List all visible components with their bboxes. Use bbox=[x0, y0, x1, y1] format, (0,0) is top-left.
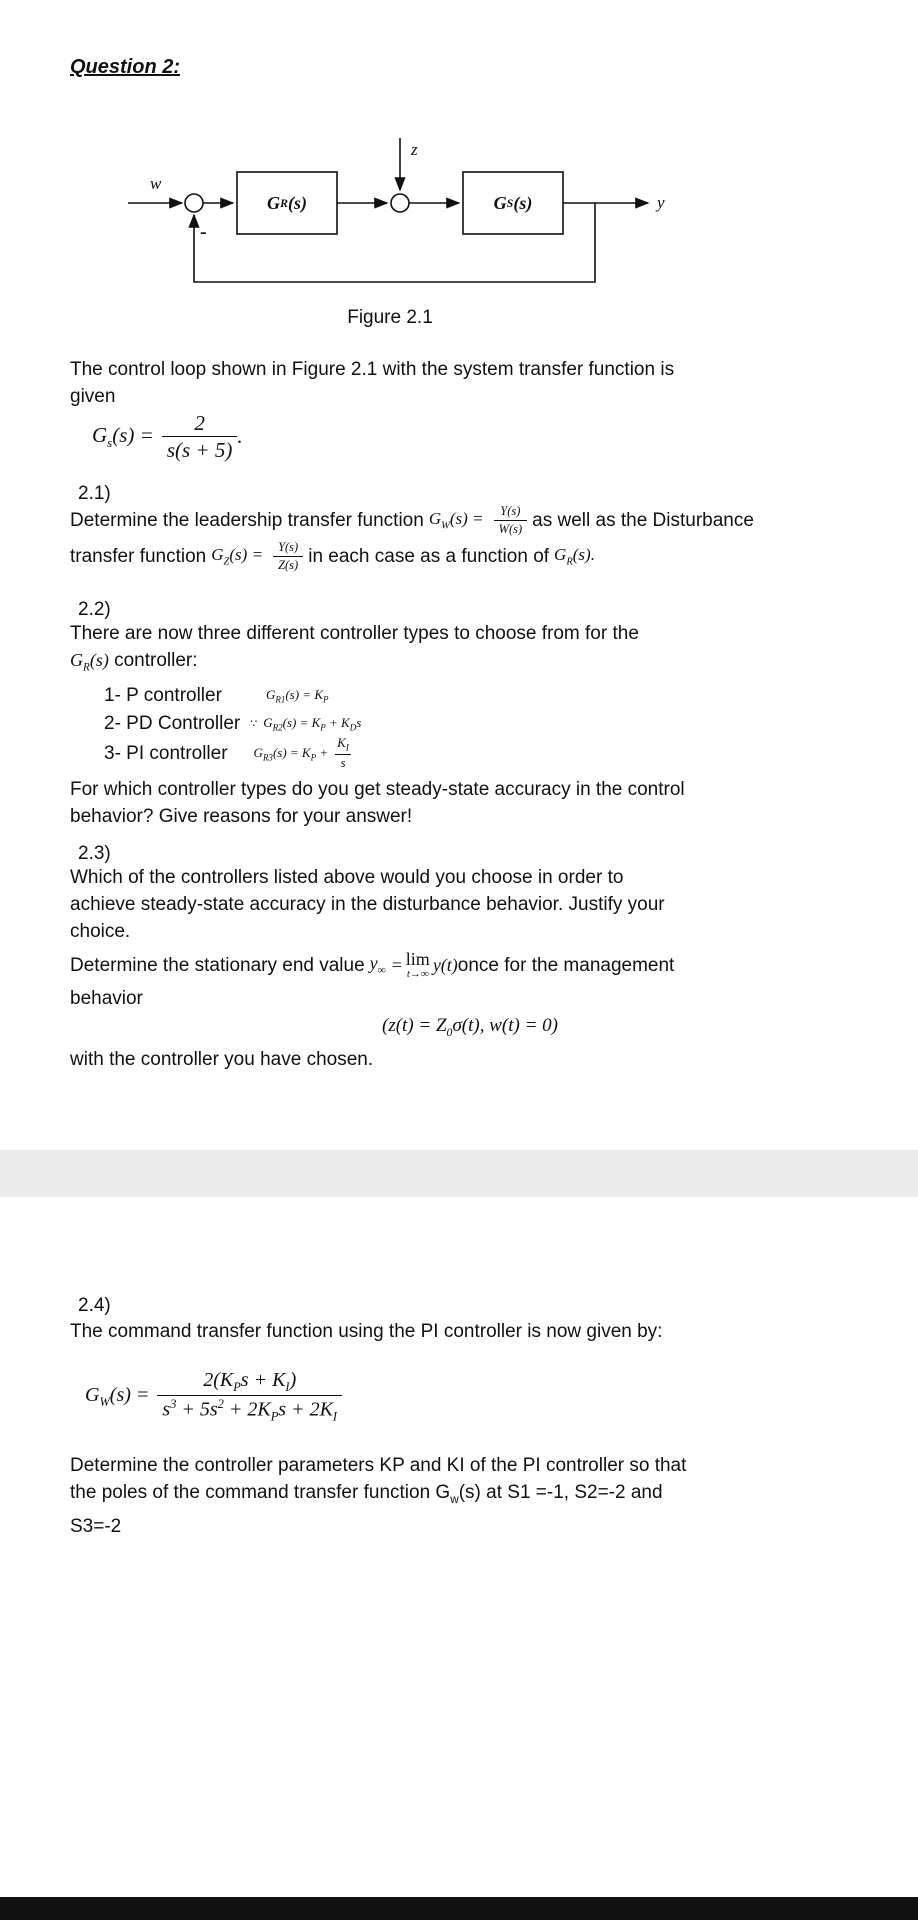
s22-line-1: There are now three different controller types to choose from for the bbox=[70, 623, 639, 644]
gr-block-label bbox=[237, 172, 337, 234]
s21-gw-fraction bbox=[494, 503, 528, 537]
gw-num-a: 2(K bbox=[203, 1369, 234, 1391]
s23-y: y bbox=[369, 953, 378, 974]
gs-label-sub: S bbox=[506, 195, 514, 210]
s23-equals: = bbox=[390, 954, 403, 975]
item3-formula bbox=[254, 735, 354, 772]
s21-gw-lhs bbox=[429, 509, 484, 531]
gs-formula-denominator: s(s + 5) bbox=[162, 436, 238, 463]
s23-line-4 bbox=[70, 945, 870, 985]
gw-num-b: s + K bbox=[240, 1369, 286, 1391]
gw-formula-denominator bbox=[157, 1395, 342, 1425]
s21-gz-arg: (s) = bbox=[229, 544, 264, 564]
s21-l1-text-b: as well as the Disturbance bbox=[532, 509, 754, 531]
item1-g: G bbox=[265, 686, 276, 702]
controller-item-pd bbox=[104, 710, 870, 738]
gs-formula-numerator: 2 bbox=[194, 411, 205, 435]
s21-line-2 bbox=[70, 538, 870, 574]
s23-line-3: choice. bbox=[70, 921, 131, 942]
s21-gr-ref bbox=[554, 545, 595, 567]
question-title: Question 2: bbox=[70, 56, 181, 78]
s23-l4-text-a: Determine the stationary end value bbox=[70, 954, 365, 976]
s23-y-sub: ∞ bbox=[377, 964, 386, 977]
s22-line-3: For which controller types do you get steady-state accuracy in the control bbox=[70, 778, 685, 800]
item2-k2sub: D bbox=[349, 722, 357, 733]
item2-formula bbox=[263, 715, 361, 733]
item2-label: 2- PD Controller bbox=[104, 713, 241, 735]
gs-label-arg: (s) bbox=[513, 192, 533, 213]
s21-gz-lhs bbox=[211, 545, 263, 567]
gw-den-b: + 5s bbox=[176, 1398, 218, 1421]
s21-l1-text-a: Determine the leadership transfer function bbox=[70, 509, 424, 531]
section-2-4-heading: 2.4) bbox=[78, 1295, 111, 1316]
item3-fraction bbox=[332, 735, 354, 772]
item1-ksub: P bbox=[323, 694, 329, 705]
s23-lim-top: lim bbox=[405, 949, 430, 969]
s23-line-5: behavior bbox=[70, 988, 143, 1009]
s22-line-4: behavior? Give reasons for your answer! bbox=[70, 805, 413, 827]
gw-num-s1: P bbox=[233, 1380, 241, 1394]
item3-fnum: K bbox=[337, 735, 346, 751]
gs-formula-fraction bbox=[162, 410, 238, 463]
s21-gz-sub: Z bbox=[223, 556, 230, 568]
item3-plus: + bbox=[316, 744, 329, 760]
item2-gsub: R2 bbox=[272, 722, 283, 733]
gw-num-s2: I bbox=[285, 1380, 290, 1394]
s23-line-2: achieve steady-state accuracy in the disturbance behavior. Justify your bbox=[70, 894, 665, 915]
s21-line-1 bbox=[70, 502, 870, 538]
s21-gr-arg: (s). bbox=[572, 544, 595, 564]
s21-gw-arg: (s) = bbox=[449, 508, 484, 528]
gw-formula-g: G bbox=[85, 1383, 100, 1406]
s21-gw-g: G bbox=[428, 508, 442, 528]
s22-line-2 bbox=[70, 647, 870, 682]
gw-den-a: s bbox=[162, 1398, 171, 1421]
intro-line-2: given bbox=[70, 386, 116, 407]
s21-gr-g: G bbox=[554, 544, 567, 564]
gw-formula-fraction bbox=[157, 1368, 342, 1425]
gr-label-arg: (s) bbox=[288, 192, 307, 213]
section-2-3-paragraph bbox=[70, 864, 870, 1073]
s24-l2-text-a: the poles of the command transfer function G bbox=[70, 1482, 451, 1503]
gw-pi-formula bbox=[85, 1368, 342, 1425]
s24-l2-text-b: (s) at S1 =-1, S2=-2 and bbox=[458, 1482, 663, 1503]
s23-center-a: (z(t) = Z bbox=[382, 1015, 447, 1036]
item2-plus: + K bbox=[325, 714, 350, 730]
s21-gw-num: Y(s) bbox=[500, 504, 521, 519]
summing-junction-1 bbox=[185, 194, 203, 212]
gw-formula-garg: (s) = bbox=[109, 1383, 150, 1406]
gw-den-c: + 2K bbox=[223, 1398, 271, 1421]
gs-formula-garg: (s) = bbox=[112, 422, 154, 447]
item2-mark: ∵ bbox=[250, 718, 258, 731]
gs-transfer-formula bbox=[92, 410, 243, 463]
gs-formula-lhs bbox=[92, 423, 154, 451]
gw-den-p2: 2 bbox=[217, 1397, 224, 1412]
s23-l4-text-b: once for the management bbox=[457, 954, 675, 976]
s23-lim bbox=[406, 950, 430, 980]
s21-l2-text-a: transfer function bbox=[70, 545, 207, 567]
s21-l2-text-b: in each case as a function of bbox=[308, 545, 550, 567]
summing-junction-2 bbox=[391, 194, 409, 212]
item2-mid: (s) = K bbox=[282, 714, 321, 730]
s22-gr-ref bbox=[70, 650, 109, 674]
s22-line-2-rest: controller: bbox=[108, 650, 198, 671]
gs-formula-gsub: s bbox=[107, 434, 113, 450]
gs-formula-period: . bbox=[237, 424, 243, 449]
s23-line-1: Which of the controllers listed above would you choose in order to bbox=[70, 867, 624, 888]
s21-gr-sub: R bbox=[566, 556, 573, 568]
gr-label-sub: R bbox=[279, 195, 288, 210]
controller-item-p bbox=[104, 682, 870, 710]
s24-line-2 bbox=[70, 1479, 870, 1513]
item1-gsub: R1 bbox=[275, 694, 286, 705]
block-diagram-svg bbox=[70, 130, 850, 325]
w-signal-label: w bbox=[150, 174, 162, 193]
s21-gz-num: Y(s) bbox=[278, 540, 299, 555]
page-break-band bbox=[0, 1150, 918, 1197]
item3-g: G bbox=[253, 744, 263, 760]
s22-gr-g: G bbox=[70, 650, 83, 670]
s23-y-inf bbox=[370, 953, 386, 977]
item2-tail: s bbox=[356, 714, 362, 730]
s23-line-6: with the controller you have chosen. bbox=[70, 1048, 374, 1070]
item2-ksub: P bbox=[320, 722, 326, 733]
intro-line-1: The control loop shown in Figure 2.1 with the system transfer function is bbox=[70, 359, 675, 380]
gw-formula-lhs bbox=[85, 1384, 149, 1410]
section-2-1-heading: 2.1) bbox=[78, 483, 111, 504]
bottom-page-edge bbox=[0, 1897, 918, 1920]
gs-formula-g: G bbox=[92, 422, 108, 447]
s24-line-1: Determine the controller parameters KP and KI of the PI controller so that bbox=[70, 1455, 687, 1476]
s23-center-sub: 0 bbox=[446, 1025, 453, 1039]
z-signal-label: z bbox=[411, 140, 418, 159]
s24-line-3: S3=-2 bbox=[70, 1515, 122, 1537]
s21-gz-g: G bbox=[211, 544, 224, 564]
s21-gz-fraction bbox=[273, 539, 303, 573]
item1-formula bbox=[266, 687, 329, 705]
gs-label-g: G bbox=[493, 192, 507, 213]
s24-closing-paragraph bbox=[70, 1452, 870, 1540]
s21-gz-den: Z(s) bbox=[273, 556, 303, 573]
item3-frac-den: s bbox=[335, 754, 350, 772]
section-2-1-paragraph bbox=[70, 502, 870, 574]
s24-l2-sub: w bbox=[450, 1492, 459, 1506]
s23-center-b: σ(t), w(t) = 0) bbox=[452, 1015, 558, 1036]
item3-head bbox=[254, 745, 329, 763]
s21-gw-den: W(s) bbox=[494, 520, 528, 537]
s21-gw-sub: W bbox=[441, 520, 450, 532]
item3-ksub: P bbox=[310, 752, 317, 763]
item1-label: 1- P controller bbox=[104, 685, 222, 707]
gw-den-s1: P bbox=[270, 1409, 279, 1424]
gw-den-s2: I bbox=[332, 1409, 338, 1424]
item3-frac-num bbox=[332, 735, 354, 754]
section-2-2-heading: 2.2) bbox=[78, 599, 111, 620]
s23-center-equation bbox=[70, 1012, 870, 1046]
s24-intro: The command transfer function using the PI controller is now given by: bbox=[70, 1321, 663, 1342]
section-2-3-heading: 2.3) bbox=[78, 843, 111, 864]
controller-item-pi bbox=[104, 735, 870, 771]
block-diagram bbox=[70, 130, 850, 325]
section-2-2-paragraph bbox=[70, 620, 870, 830]
intro-paragraph bbox=[70, 356, 870, 410]
y-signal-label: y bbox=[657, 193, 665, 212]
gw-num-c: ) bbox=[289, 1369, 297, 1391]
item1-mid: (s) = K bbox=[285, 686, 323, 702]
gw-den-d: s + 2K bbox=[278, 1398, 333, 1421]
item3-label: 3- PI controller bbox=[104, 743, 228, 765]
s23-yt: y(t) bbox=[432, 954, 458, 975]
item3-gsub: R3 bbox=[262, 752, 273, 763]
gs-block-label bbox=[463, 172, 563, 234]
s22-gr-arg: (s) bbox=[89, 650, 109, 670]
item3-mid: (s) = K bbox=[272, 744, 311, 760]
minus-sign: - bbox=[200, 221, 207, 243]
item2-g: G bbox=[263, 714, 273, 730]
gw-den-p1: 3 bbox=[170, 1397, 177, 1412]
item3-fnumsub: I bbox=[345, 742, 349, 753]
gw-formula-gsub: W bbox=[99, 1394, 110, 1409]
gr-label-g: G bbox=[266, 192, 280, 213]
s22-gr-sub: R bbox=[83, 661, 90, 674]
s23-lim-sub: t→∞ bbox=[406, 968, 429, 980]
figure-caption: Figure 2.1 bbox=[347, 307, 433, 328]
gw-formula-numerator bbox=[198, 1368, 301, 1395]
